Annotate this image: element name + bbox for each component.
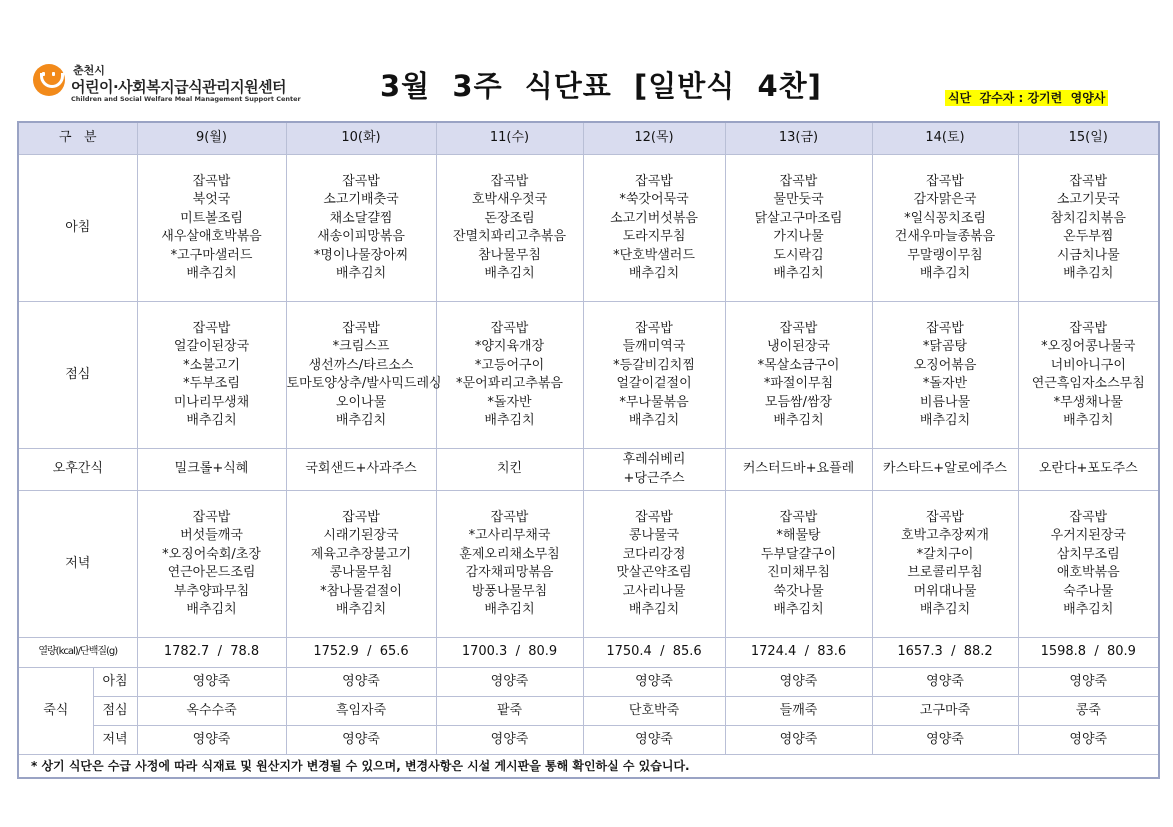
menu-item: 훈제오리채소무침 [459, 546, 560, 562]
menu-item: 잔멸치꽈리고추볶음 [453, 229, 567, 244]
snack-cell [286, 449, 436, 491]
menu-item: 소고기배춧국 [323, 192, 399, 207]
menu-item: 잡곡밥 [342, 320, 380, 336]
menu-item: 배추김치 [773, 266, 824, 281]
day-header: 11(수) [436, 122, 583, 155]
porridge-breakfast-cell: 영양죽 [725, 668, 872, 697]
breakfast-cell [436, 155, 583, 302]
menu-item: 머위대나물 [913, 583, 977, 599]
menu-item: *갈치구이 [916, 546, 974, 562]
menu-item: 가지나물 [773, 229, 824, 244]
menu-item: 고사리나물 [622, 583, 686, 599]
menu-item: 잡곡밥 [342, 509, 380, 525]
menu-item: 미트볼조림 [180, 210, 243, 226]
menu-item: 돈장조림 [484, 210, 535, 226]
menu-item: 콩나물무침 [329, 565, 393, 580]
day-header: 15(일) [1018, 122, 1159, 155]
menu-item: 배추김치 [1063, 602, 1114, 617]
menu-item: *고사리무채국 [468, 528, 551, 543]
porridge-breakfast-cell: 영양죽 [436, 668, 583, 697]
menu-item: 온두부찜 [1063, 229, 1114, 244]
breakfast-row [18, 155, 1159, 302]
menu-item: 참나물무침 [478, 247, 541, 263]
logo-english-name: Children and Social Welfare Meal Management Support Center [71, 95, 301, 103]
porridge-dinner-cell: 영양죽 [583, 726, 725, 755]
snack-cell [436, 449, 583, 491]
menu-item: 방풍나물무침 [471, 583, 548, 599]
menu-item: 국회샌드+사과주스 [305, 461, 417, 477]
porridge-dinner-cell: 영양죽 [137, 726, 286, 755]
logo-name: 어린이·사회복지급식관리지원센터 [71, 78, 287, 96]
menu-item: 배추김치 [186, 266, 237, 281]
menu-item: 밀크롤+식혜 [174, 461, 249, 477]
menu-item: *단호박샐러드 [613, 247, 695, 263]
menu-item: 우거지된장국 [1050, 528, 1126, 543]
menu-item: 무말랭이무침 [907, 247, 983, 263]
porridge-lunch-cell: 팥죽 [436, 697, 583, 726]
smile-logo-icon [33, 64, 65, 96]
menu-item: *소불고기 [183, 357, 240, 373]
menu-item: *해물탕 [776, 528, 821, 543]
menu-item: 버섯들깨국 [180, 528, 243, 543]
snack-cell [1018, 449, 1159, 491]
porridge-lunch-cell: 콩죽 [1018, 697, 1159, 726]
menu-item: *오징어숙회/초장 [162, 546, 261, 562]
menu-item: *명이나물장아찌 [313, 247, 409, 263]
menu-item: 치킨 [496, 461, 523, 477]
porridge-dinner-cell: 영양죽 [725, 726, 872, 755]
porridge-lunch-row [18, 697, 1159, 726]
menu-item: 호박고추장찌개 [901, 528, 989, 543]
lunch-cell [436, 302, 583, 449]
porridge-sub-label: 아침 [93, 668, 137, 697]
menu-item: 배추김치 [773, 602, 824, 617]
menu-item: 콩나물국 [628, 528, 680, 543]
lunch-cell [286, 302, 442, 449]
menu-item: 배추김치 [919, 413, 971, 428]
menu-item: 물만둣국 [773, 192, 824, 207]
menu-item: *양지육개장 [474, 339, 545, 354]
menu-item: 비름나물 [919, 394, 971, 410]
menu-item: 호박새우젓국 [471, 192, 548, 207]
snack-cell [872, 449, 1018, 491]
menu-item: 배추김치 [628, 602, 680, 617]
menu-item: 얼갈이겉절이 [616, 376, 692, 391]
menu-item: 토마토양상추/발사믹드레싱 [286, 376, 442, 391]
menu-item: *돌자반 [922, 376, 968, 391]
menu-item: 잡곡밥 [635, 509, 673, 525]
lunch-label: 점심 [18, 302, 137, 449]
menu-item: 잡곡밥 [779, 509, 818, 525]
page-header [0, 0, 1173, 118]
menu-item: 잡곡밥 [926, 173, 964, 189]
porridge-dinner-cell: 영양죽 [436, 726, 583, 755]
menu-item: *무생채나물 [1053, 394, 1123, 410]
breakfast-cell [725, 155, 872, 302]
menu-item: 코다리강정 [622, 546, 686, 562]
menu-item: 두부달걀구이 [760, 546, 837, 562]
porridge-breakfast-cell: 영양죽 [137, 668, 286, 697]
snack-label: 오후간식 [18, 449, 137, 491]
menu-item: 잡곡밥 [635, 173, 673, 189]
menu-item: 잡곡밥 [192, 173, 231, 189]
dinner-label: 저녁 [18, 491, 137, 638]
dinner-cell [725, 491, 872, 638]
menu-item: 잡곡밥 [635, 320, 673, 336]
snack-row [18, 449, 1159, 491]
menu-item: 새송이피망볶음 [317, 229, 405, 244]
menu-item: 오란다+포도주스 [1038, 461, 1138, 477]
menu-item: 배추김치 [335, 413, 387, 428]
corner-label: 구 분 [18, 122, 137, 155]
dinner-cell [1018, 491, 1159, 638]
dinner-cell [436, 491, 583, 638]
menu-item: 너비아니구이 [1050, 357, 1126, 373]
porridge-sub-label: 저녁 [93, 726, 137, 755]
menu-table [17, 121, 1160, 779]
menu-item: 배추김치 [1063, 413, 1114, 428]
breakfast-cell [137, 155, 286, 302]
menu-item: *쑥갓어묵국 [619, 192, 689, 207]
porridge-breakfast-cell: 영양죽 [286, 668, 436, 697]
dinner-cell [583, 491, 725, 638]
snack-cell [583, 449, 725, 491]
logo-city: 춘천시 [73, 64, 105, 77]
menu-item: 배추김치 [335, 266, 387, 281]
menu-item: 미나리무생채 [173, 394, 250, 410]
breakfast-label: 아침 [18, 155, 137, 302]
menu-item: 잡곡밥 [490, 320, 529, 336]
menu-item: 오이나물 [335, 394, 387, 410]
energy-cell: 1598.8 / 80.9 [1018, 638, 1159, 668]
menu-item: 도시락김 [773, 247, 824, 263]
energy-cell: 1750.4 / 85.6 [583, 638, 725, 668]
menu-item: 새우살애호박볶음 [161, 229, 262, 244]
footnote-row [18, 755, 1159, 779]
menu-item: *고등어구이 [474, 357, 545, 373]
menu-item: 잡곡밥 [1069, 509, 1108, 525]
menu-item: *파절이무침 [763, 376, 834, 391]
center-logo [33, 62, 333, 110]
menu-item: 브로콜리무침 [907, 565, 983, 580]
energy-cell: 1657.3 / 88.2 [872, 638, 1018, 668]
footnote: * 상기 식단은 수급 사정에 따라 식재료 및 원산지가 변경될 수 있으며, 변경사항은 시설 게시판을 통해 확인하실 수 있습니다. [18, 755, 1159, 779]
menu-item: 연근아몬드조림 [167, 565, 256, 580]
porridge-lunch-cell: 들깨죽 [725, 697, 872, 726]
menu-item: 얼갈이된장국 [173, 339, 250, 354]
menu-item: 북엇국 [192, 192, 231, 207]
porridge-breakfast-row [18, 668, 1159, 697]
menu-item: 생선까스/타르소스 [308, 357, 414, 373]
menu-item: 시금치나물 [1056, 247, 1120, 263]
lunch-cell [583, 302, 725, 449]
menu-item: 채소달걀찜 [329, 210, 393, 226]
energy-cell: 1752.9 / 65.6 [286, 638, 436, 668]
supervisor-label: 식단 감수자 : 강기련 영양사 [945, 90, 1108, 106]
menu-item: *목살소금구이 [757, 357, 840, 373]
menu-item: 잡곡밥 [1069, 173, 1108, 189]
porridge-breakfast-cell: 영양죽 [583, 668, 725, 697]
menu-item: 배추김치 [628, 413, 680, 428]
menu-item: 삼치무조림 [1056, 546, 1120, 562]
porridge-dinner-row [18, 726, 1159, 755]
menu-item: 맛살곤약조림 [616, 565, 692, 580]
menu-item: 잡곡밥 [779, 173, 818, 189]
energy-row [18, 638, 1159, 668]
menu-item: 들깨미역국 [622, 339, 686, 354]
menu-item: *크림스프 [332, 339, 390, 354]
menu-item: 배추김치 [484, 602, 535, 617]
dinner-cell [286, 491, 436, 638]
menu-item: *등갈비김치찜 [613, 357, 695, 373]
menu-item: 참치김치볶음 [1050, 210, 1126, 226]
porridge-dinner-cell: 영양죽 [872, 726, 1018, 755]
menu-item: 배추김치 [335, 602, 387, 617]
menu-item: 잡곡밥 [342, 173, 380, 189]
porridge-sub-label: 점심 [93, 697, 137, 726]
menu-item: 냉이된장국 [767, 339, 830, 354]
menu-item: 배추김치 [628, 266, 680, 281]
menu-item: 잡곡밥 [192, 320, 231, 336]
day-header-row [18, 122, 1159, 155]
menu-item: *오징어콩나물국 [1041, 339, 1136, 354]
energy-cell: 1724.4 / 83.6 [725, 638, 872, 668]
menu-item: 진미채무침 [767, 565, 830, 580]
lunch-row [18, 302, 1159, 449]
day-header: 12(목) [583, 122, 725, 155]
menu-item: 건새우마늘종볶음 [894, 229, 996, 244]
menu-item: 닭살고구마조림 [754, 210, 843, 226]
menu-item: 카스타드+알로에주스 [883, 461, 1007, 477]
menu-item: 후레쉬베리 [622, 452, 686, 467]
day-header: 10(화) [286, 122, 436, 155]
menu-item: 배추김치 [919, 266, 971, 281]
porridge-breakfast-cell: 영양죽 [872, 668, 1018, 697]
menu-item: 숙주나물 [1063, 583, 1114, 599]
menu-item: 배추김치 [186, 413, 237, 428]
energy-label: 열량(kcal)/단백질(g) [18, 638, 137, 668]
breakfast-cell [583, 155, 725, 302]
porridge-dinner-cell: 영양죽 [286, 726, 436, 755]
menu-item: 감자맑은국 [913, 192, 977, 207]
dinner-cell [137, 491, 286, 638]
menu-item: *닭곰탕 [922, 339, 968, 354]
menu-item: 시래기된장국 [323, 528, 399, 543]
menu-item: *참나물겉절이 [320, 583, 402, 599]
menu-item: 애호박볶음 [1056, 565, 1120, 580]
snack-cell [137, 449, 286, 491]
menu-item: 커스터드바+요플레 [742, 461, 855, 477]
menu-item: 잡곡밥 [926, 320, 964, 336]
menu-item: 잡곡밥 [192, 509, 231, 525]
porridge-lunch-cell: 단호박죽 [583, 697, 725, 726]
porridge-lunch-cell: 흑임자죽 [286, 697, 436, 726]
dinner-row [18, 491, 1159, 638]
dinner-cell [872, 491, 1018, 638]
menu-item: 배추김치 [773, 413, 824, 428]
porridge-dinner-cell: 영양죽 [1018, 726, 1159, 755]
menu-item: 잡곡밥 [490, 173, 529, 189]
menu-item: 잡곡밥 [926, 509, 964, 525]
menu-item: 배추김치 [484, 266, 535, 281]
menu-item: 부추양파무침 [173, 583, 250, 599]
menu-item: *일식꽁치조림 [904, 210, 986, 226]
breakfast-cell [1018, 155, 1159, 302]
menu-item: 제육고추장불고기 [310, 546, 412, 562]
lunch-cell [725, 302, 872, 449]
breakfast-cell [872, 155, 1018, 302]
menu-item: 배추김치 [186, 602, 237, 617]
day-header: 13(금) [725, 122, 872, 155]
porridge-breakfast-cell: 영양죽 [1018, 668, 1159, 697]
menu-item: 오징어볶음 [913, 357, 977, 373]
menu-item: 감자채피망볶음 [465, 565, 554, 580]
menu-item: 쑥갓나물 [773, 583, 824, 599]
breakfast-cell [286, 155, 436, 302]
menu-item: *돌자반 [487, 394, 532, 410]
menu-item: 도라지무침 [622, 229, 686, 244]
page-title: 3월 3주 식단표 [일반식 4찬] [380, 69, 822, 103]
porridge-lunch-cell: 고구마죽 [872, 697, 1018, 726]
energy-cell: 1782.7 / 78.8 [137, 638, 286, 668]
menu-item: 배추김치 [1063, 266, 1114, 281]
menu-item: +당근주스 [623, 470, 685, 486]
menu-item: 잡곡밥 [1069, 320, 1108, 336]
menu-item: 소고기버섯볶음 [610, 210, 698, 226]
menu-item: 모듬쌈/쌈장 [764, 394, 833, 410]
menu-item: *고구마샐러드 [170, 247, 253, 263]
porridge-label: 죽식 [18, 668, 93, 755]
menu-item: 연근흑임자소스무침 [1031, 376, 1145, 391]
menu-item: 잡곡밥 [490, 509, 529, 525]
porridge-lunch-cell: 옥수수죽 [137, 697, 286, 726]
lunch-cell [137, 302, 286, 449]
menu-item: *무나물볶음 [619, 394, 689, 410]
lunch-cell [872, 302, 1018, 449]
energy-cell: 1700.3 / 80.9 [436, 638, 583, 668]
snack-cell [725, 449, 872, 491]
lunch-cell [1018, 302, 1159, 449]
menu-item: 배추김치 [484, 413, 535, 428]
menu-item: *두부조림 [183, 376, 240, 391]
menu-item: 배추김치 [919, 602, 971, 617]
menu-item: *문어꽈리고추볶음 [456, 376, 563, 391]
day-header: 9(월) [137, 122, 286, 155]
day-header: 14(토) [872, 122, 1018, 155]
menu-item: 소고기뭇국 [1056, 192, 1120, 207]
menu-item: 잡곡밥 [779, 320, 818, 336]
